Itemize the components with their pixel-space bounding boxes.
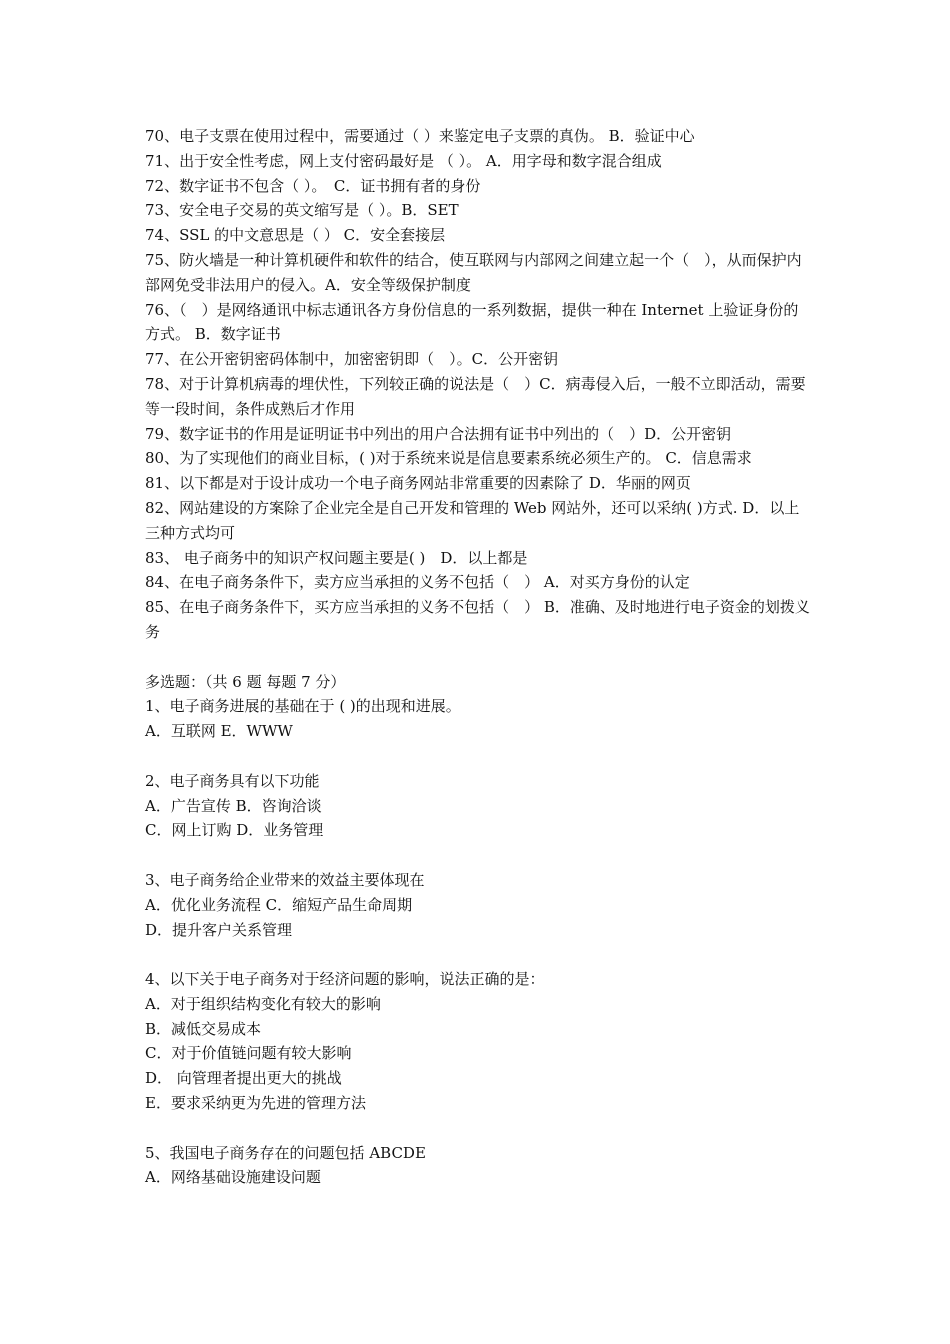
question-81: 81、以下都是对于设计成功一个电子商务网站非常重要的因素除了 D．华丽的网页: [145, 474, 691, 493]
multi-question-stem: 1、电子商务进展的基础在于 ( )的出现和进展。: [145, 697, 461, 716]
multi-question-option: A．互联网 E．WWW: [145, 722, 293, 741]
multi-question-option: A．优化业务流程 C．缩短产品生命周期: [145, 895, 413, 914]
multi-question-stem: 5、我国电子商务存在的问题包括 ABCDE: [145, 1143, 426, 1162]
multi-question-option: A．网络基础设施建设问题: [145, 1168, 321, 1187]
multi-question-option: A．广告宣传 B．咨询洽谈: [145, 796, 322, 815]
question-75: 75、防火墙是一种计算机硬件和软件的结合，使互联网与内部网之间建立起一个（ ），从而保护内部网免受非法用户的侵入。A．安全等级保护制度: [145, 250, 802, 294]
question-73: 73、安全电子交易的英文缩写是（ ）。B．SET: [145, 201, 459, 220]
multi-question-stem: 2、电子商务具有以下功能: [145, 771, 320, 790]
multi-question-stem: 3、电子商务给企业带来的效益主要体现在: [145, 870, 425, 889]
question-84: 84、在电子商务条件下，卖方应当承担的义务不包括（ ） A．对买方身份的认定: [145, 573, 690, 592]
multi-question-option: A．对于组织结构变化有较大的影响: [145, 994, 381, 1013]
question-79: 79、数字证书的作用是证明证书中列出的用户合法拥有证书中列出的（ ）D．公开密钥: [145, 424, 732, 443]
multi-question-option: C．对于价值链问题有较大影响: [145, 1044, 352, 1063]
multi-question-option: C．网上订购 D．业务管理: [145, 821, 324, 840]
question-70: 70、电子支票在使用过程中，需要通过（ ）来鉴定电子支票的真伪。 B．验证中心: [145, 127, 695, 145]
question-85: 85、在电子商务条件下，买方应当承担的义务不包括（ ） B．准确、及时地进行电子资金的划拨义务: [145, 598, 810, 641]
multi-question-option: D． 向管理者提出更大的挑战: [145, 1069, 342, 1088]
spacer: [145, 1116, 810, 1141]
question-71: 71、出于安全性考虑，网上支付密码最好是 （ ）。 A．用字母和数字混合组成: [145, 151, 662, 170]
spacer: [145, 744, 810, 769]
question-76: 76、（ ）是网络通讯中标志通讯各方身份信息的一系列数据，提供一种在 Internet 上验证身份的方式。 B．数字证书: [145, 300, 799, 344]
question-80: 80、为了实现他们的商业目标，( )对于系统来说是信息要素系统必须生产的。 C．信息需求: [145, 449, 752, 468]
question-82: 82、网站建设的方案除了企业完全是自己开发和管理的 Web 网站外，还可以采纳( )方式. D．以上三种方式均可: [145, 498, 800, 542]
question-74: 74、SSL 的中文意思是（ ） C．安全套接层: [145, 226, 446, 245]
multi-question-option: E．要求采纳更为先进的管理方法: [145, 1094, 366, 1113]
multi-question-stem: 4、以下关于电子商务对于经济问题的影响，说法正确的是：: [145, 970, 545, 989]
multi-question-option: D．提升客户关系管理: [145, 920, 293, 939]
document-content: [145, 124, 810, 1190]
question-78: 78、对于计算机病毒的埋伏性，下列较正确的说法是（ ）C．病毒侵入后，一般不立即活动，需要等一段时间，条件成熟后才作用: [145, 374, 806, 418]
question-77: 77、在公开密钥密码体制中，加密密钥即（ ）。C．公开密钥: [145, 350, 559, 369]
multi-question-option: B．减低交易成本: [145, 1019, 262, 1038]
spacer: [145, 843, 810, 868]
spacer: [145, 645, 810, 670]
question-83: 83、 电子商务中的知识产权问题主要是( ) D．以上都是: [145, 548, 528, 567]
question-72: 72、数字证书不包含（ ）。 C．证书拥有者的身份: [145, 176, 481, 195]
spacer: [145, 942, 810, 967]
section-heading-multi-choice: 多选题：（共 6 题 每题 7 分）: [145, 672, 346, 691]
